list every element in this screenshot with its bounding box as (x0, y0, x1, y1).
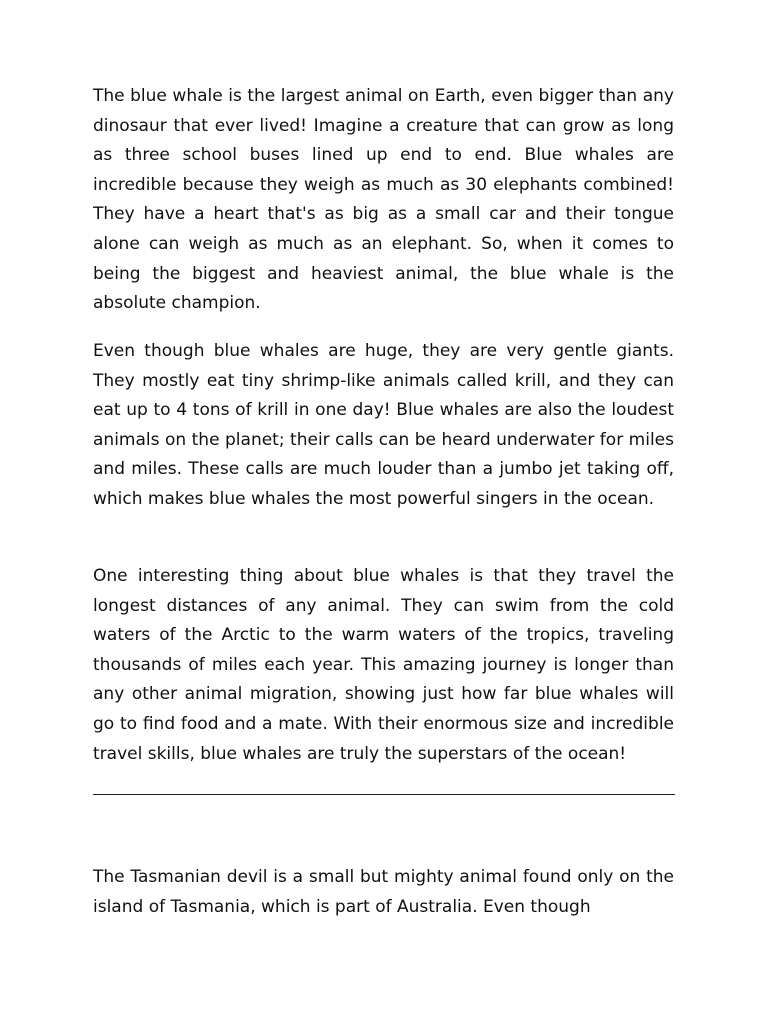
paragraph-blue-whale-size: The blue whale is the largest animal on Earth, even bigger than any dinosaur that ever lived! Imagine a creature that can grow as long as three school buses lined up end to end. Blue whales are incredible because they weigh as much as 30 elephants combined! They have a heart that's as big as a small car and their tongue alone can weigh as much as an elephant. So, when it comes to being the biggest and heaviest animal, the blue whale is the absolute champion. (93, 86, 674, 314)
paragraph-blue-whale-diet: Even though blue whales are huge, they are very gentle giants. They mostly eat tiny shrimp-like animals called krill, and they can eat up to 4 tons of krill in one day! Blue whales are also the loudest animals on the planet; their calls can be heard underwater for miles and miles. These calls are much louder than a jumbo jet taking off, which makes blue whales the most powerful singers in the ocean. (93, 341, 674, 509)
section-divider (93, 794, 675, 795)
paragraph-blue-whale-migration: One interesting thing about blue whales is that they travel the longest distances of any animal. They can swim from the cold waters of the Arctic to the warm waters of the tropics, traveling thousands of miles each year. This amazing journey is longer than any other animal migration, showing just how far blue whales will go to find food and a mate. With their enormous size and incredible travel skills, blue whales are truly the superstars of the ocean! (93, 566, 674, 764)
paragraph-tasmanian-devil: The Tasmanian devil is a small but mighty animal found only on the island of Tasmania, which is part of Australia. Even though (93, 867, 674, 917)
